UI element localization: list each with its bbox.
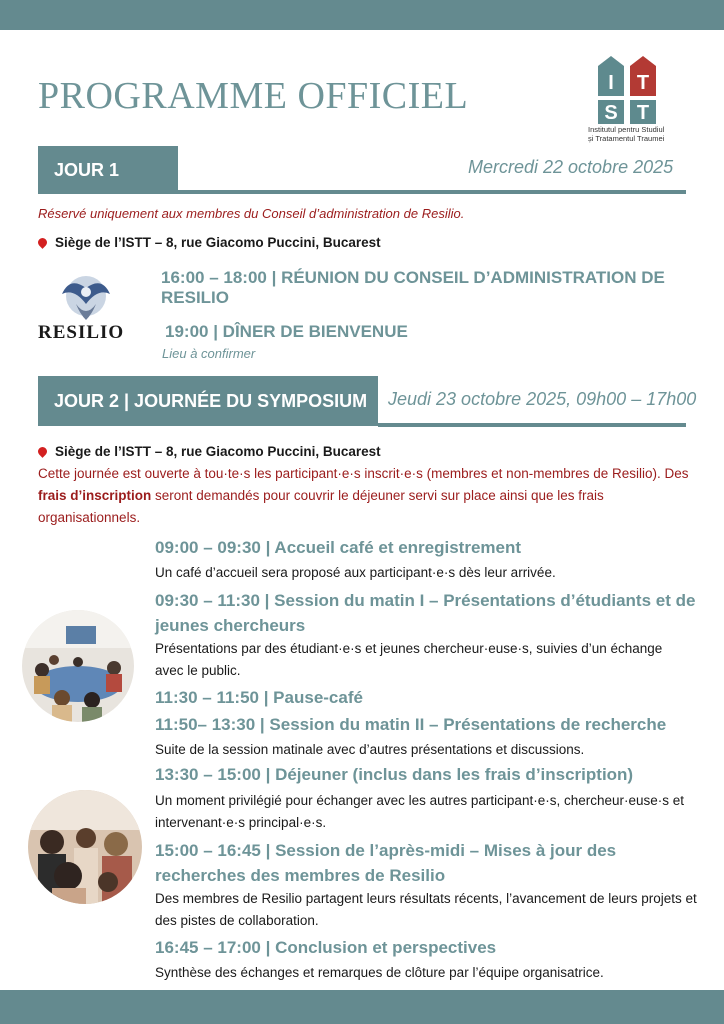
logo-letter-s: S <box>604 102 618 124</box>
page-title: PROGRAMME OFFICIEL <box>38 75 469 117</box>
logo-caption: Institutul pentru Studiul și Tratamentul Traumei <box>588 125 665 143</box>
day1-location: Siège de l’ISTT – 8, rue Giacomo Puccini, Bucarest <box>38 235 381 250</box>
day2-session-morning-2-desc: Suite de la session matinale avec d’autres présentations et discussions. <box>155 742 585 757</box>
map-pin-icon <box>36 236 49 249</box>
map-pin-icon <box>36 445 49 458</box>
registration-fee-highlight: frais d’inscription <box>38 488 152 503</box>
bottom-band <box>0 990 724 1024</box>
day2-session-morning-1-desc: Présentations par des étudiant·e·s et jeunes chercheur·euse·s, suivies d’un échange avec le public. <box>155 641 663 678</box>
logo-letter-t2: T <box>636 102 650 124</box>
day2-intro: Cette journée est ouverte à tou·te·s les participant·e·s inscrit·e·s (membres et non-membres de Resilio). Des frais d’inscription seront demandés pour couvrir le déjeuner servi sur place ainsi que les frais organisationnels. <box>38 466 689 525</box>
day2-location: Siège de l’ISTT – 8, rue Giacomo Puccini, Bucarest <box>38 444 381 459</box>
day2-session-welcome-coffee-desc: Un café d’accueil sera proposé aux participant·e·s dès leur arrivée. <box>155 565 556 580</box>
lunch-discussion-photo <box>28 790 142 904</box>
day1-tab: JOUR 1 <box>38 146 178 194</box>
day1-rule <box>178 190 686 194</box>
day1-restriction: Réservé uniquement aux membres du Conseil d’administration de Resilio. <box>38 206 465 221</box>
day2-session-conclusion: 16:45 – 17:00 | Conclusion et perspectives <box>155 938 497 957</box>
day2-session-conclusion-desc: Synthèse des échanges et remarques de clôture par l’équipe organisatrice. <box>155 965 604 980</box>
day2-rule <box>378 423 686 427</box>
day2-tab: JOUR 2 | JOURNÉE DU SYMPOSIUM <box>38 376 378 426</box>
day2-session-morning-2: 11:50– 13:30 | Session du matin II – Présentations de recherche <box>155 715 667 734</box>
day1-session-board-meeting: 16:00 – 18:00 | RÉUNION DU CONSEIL D’ADMINISTRATION DE RESILIO <box>161 268 665 307</box>
symposium-room-photo <box>22 610 134 722</box>
resilio-wordmark: RESILIO <box>38 322 125 343</box>
day2-session-afternoon-desc: Des membres de Resilio partagent leurs résultats récents, l’avancement de leurs projets et des pistes de collaboration. <box>155 891 697 928</box>
day2-session-welcome-coffee: 09:00 – 09:30 | Accueil café et enregistrement <box>155 538 522 557</box>
day2-session-coffee-break: 11:30 – 11:50 | Pause-café <box>155 688 363 707</box>
day1-date: Mercredi 22 octobre 2025 <box>468 157 674 177</box>
day2-session-lunch-desc: Un moment privilégié pour échanger avec les autres participant·e·s, chercheur·euse·s et intervenant·e·s principal·e·s. <box>155 793 685 830</box>
day2-session-afternoon: 15:00 – 16:45 | Session de l’après-midi – Mises à jour des recherches des membres de Resilio <box>155 841 617 885</box>
day2-date: Jeudi 23 octobre 2025, 09h00 – 17h00 <box>388 389 697 409</box>
top-band <box>0 0 724 30</box>
day2-session-lunch: 13:30 – 15:00 | Déjeuner (inclus dans les frais d’inscription) <box>155 765 634 784</box>
logo-letter-t1: T <box>636 72 650 94</box>
day1-dinner-note: Lieu à confirmer <box>162 346 256 361</box>
day2-session-morning-1: 09:30 – 11:30 | Session du matin I – Présentations d’étudiants et de jeunes chercheurs <box>155 591 696 635</box>
day1-session-dinner: 19:00 | DÎNER DE BIENVENUE <box>165 322 408 341</box>
logo-letter-i: I <box>608 72 614 94</box>
